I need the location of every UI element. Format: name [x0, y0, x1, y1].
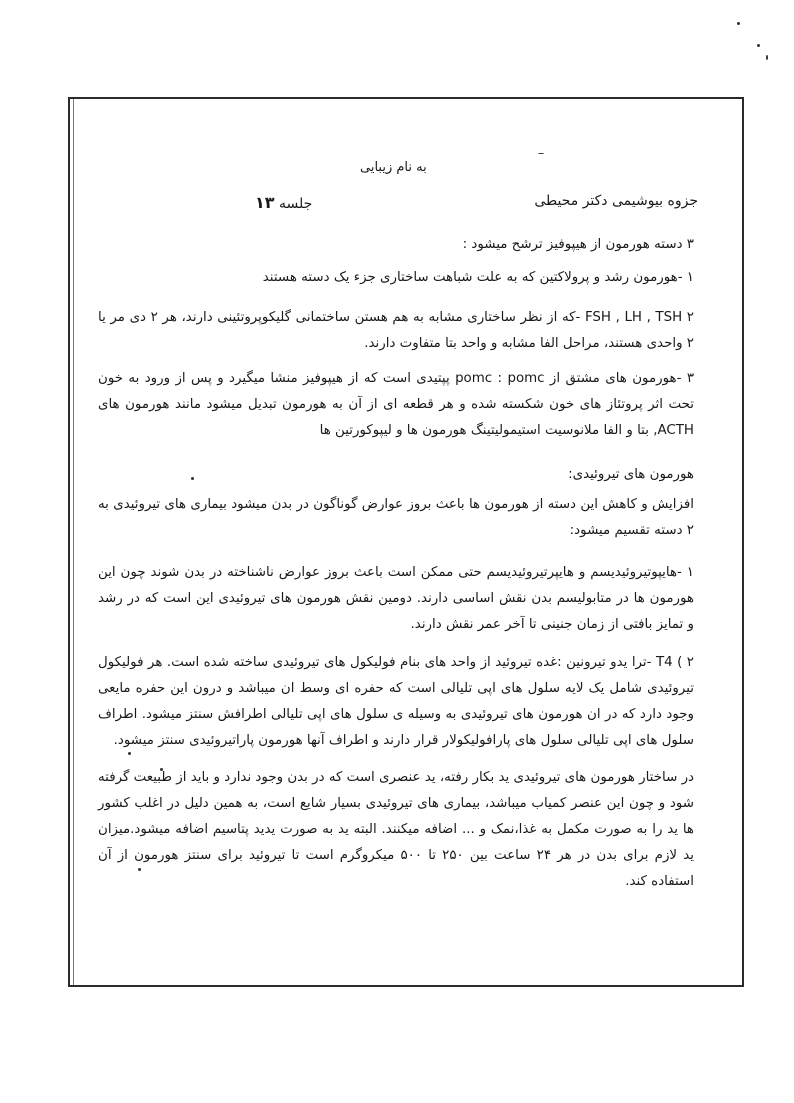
session-label — [255, 193, 312, 212]
paragraph: در ساختار هورمون های تیروئیدی ید بکار رفته، ید عنصری است که در بدن وجود ندارد و باید از طبیعت گرفته شود و چون این عنصر کمیاب میباشد، بیماری های تیروئیدی بسیار شایع است، به همین دلیل در اغلب کشور ها ید را به صورت مکمل به غذا،نمک و ... اضافه میکنند. البته ید به صورت یدید پتاسیم اضافه میشود.میزان ید لازم برای بدن در هر ۲۴ ساعت بین ۲۵۰ تا ۵۰۰ میکروگرم است تا تیروئید برای سنتز هورمون از آن استفاده کند. — [98, 770, 694, 889]
paragraph: افزایش و کاهش این دسته از هورمون ها باعث بروز عوارض گوناگون در بدن میشود بیماری های تیروئیدی به ۲ دسته تقسیم میشود: — [98, 497, 694, 538]
session-number: ۱۳ — [255, 193, 275, 212]
paragraph: ۱ -هایپوتیروئیدیسم و هایپرتیروئیدیسم حتی ممکن است باعث بروز عوارض ناشناخته در بدن شوند چون این هورمون ها در متابولیسم بدن نقش اساسی دارند. دومین نقش هورمون های تیروئیدی این است که در رشد و تمایز بافتی از زمان جنینی تا آخر عمر نقش دارند. — [98, 565, 694, 632]
scan-speck — [766, 55, 768, 60]
scan-speck — [191, 477, 194, 480]
paragraph: ۲ FSH , LH , TSH -که از نظر ساختاری مشابه به هم هستن ساختمانی گلیکوپروتئینی دارند، هر ۲ دی مر یا ۲ واحدی هستند، مراحل الفا مشابه و واحد بتا متفاوت دارند. — [98, 310, 694, 351]
paragraph: ۳ -هورمون های مشتق از pomc : pomc پپتیدی است که از هیپوفیز منشا میگیرد و پس از ورود به خون تحت اثر پروتئاز های خون شکسته شده و هر قطعه ای از آن به هورمون تبدیل میشود مانند هورمون های ACTH, بتا و الفا ملانوسیت استیمولیتینگ هورمون ها و لیپوکورتین ها — [98, 371, 695, 438]
paragraph: ۱ -هورمون رشد و پرولاکتین که به علت شباهت ساختاری جزء یک دسته هستند — [262, 270, 694, 285]
section-heading: هورمون های تیروئیدی: — [568, 467, 694, 482]
scan-speck — [757, 44, 760, 47]
course-title: جزوه بیوشیمی دکتر محیطی — [534, 193, 698, 209]
session-text: جلسه — [278, 196, 313, 212]
paragraph: ۲ ) T4 -ترا یدو تیرونین :غده تیروئید از واحد های بنام فولیکول های تیروئیدی ساخته شده است. هر فولیکول تیروئیدی شامل یک لایه سلول های اپی تلیالی است که حفره ای وسط ان میباشد و درون این حفره مایعی وجود دارد که در ان هورمون های تیروئیدی به وسیله ی سلول های اپی تلیالی اطرافش سنتز میشود. اطراف سلول های اپی تلیالی سلول های پارافولیکولار قرار دارند و اطراف آنها هورمون پاراتیروئیدی سنتز میشود. — [98, 655, 694, 748]
scan-speck — [737, 22, 740, 25]
scan-speck — [538, 153, 544, 154]
page-title: به نام زیبایی — [360, 160, 427, 175]
paragraph: ۳ دسته هورمون از هیپوفیز ترشح میشود : — [462, 237, 694, 252]
